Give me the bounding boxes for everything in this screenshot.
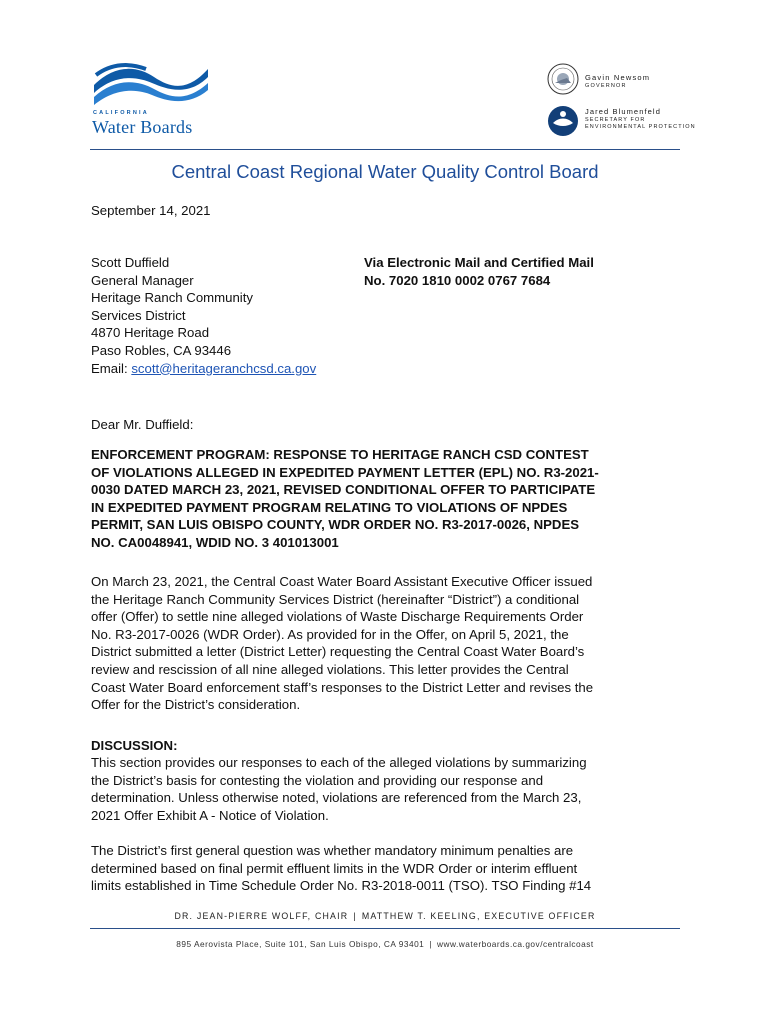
governor-name: Gavin Newsom — [585, 73, 651, 82]
logo-state-text: CALIFORNIA — [93, 110, 149, 116]
certified-mail-number: No. 7020 1810 0002 0767 7684 — [364, 272, 551, 288]
email-label: Email: — [91, 360, 128, 376]
email-link[interactable]: scott@heritageranchcsd.ca.gov — [131, 360, 317, 376]
subject-line: PERMIT, SAN LUIS OBISPO COUNTY, WDR ORDER NO. R3-2017-0026, NPDES — [91, 517, 580, 533]
discussion-heading: DISCUSSION: — [91, 738, 178, 753]
delivery-line: Via Electronic Mail and Certified Mail — [364, 255, 594, 270]
logo-wordmark: Water Boards — [92, 117, 193, 137]
california-seal-icon — [547, 63, 579, 95]
secretary-title-line2: ENVIRONMENTAL PROTECTION — [585, 124, 696, 130]
recipient-address — [91, 254, 361, 377]
footer-chair: DR. JEAN-PIERRE WOLFF, CHAIR — [174, 911, 349, 921]
paragraph-line: This section provides our responses to each of the alleged violations by summarizing — [91, 755, 587, 770]
paragraph-discussion — [91, 754, 681, 824]
calepa-logo-icon — [547, 105, 579, 137]
paragraph-general-question — [91, 842, 681, 895]
paragraph-line: offer (Offer) to settle nine alleged violations of Waste Discharge Requirements Order — [91, 609, 584, 625]
footer-executive-officer: MATTHEW T. KEELING, EXECUTIVE OFFICER — [361, 911, 596, 921]
board-name-heading: Central Coast Regional Water Quality Control Board — [171, 161, 599, 182]
footer-contact — [90, 939, 680, 949]
footer-separator: | — [429, 939, 432, 949]
recipient-email-line — [91, 360, 361, 378]
paragraph-line: the Heritage Ranch Community Services District (hereinafter “District”) a conditional — [91, 591, 580, 607]
recipient-line: Scott Duffield — [91, 255, 170, 270]
paragraph-line: limits established in Time Schedule Order No. R3-2018-0011 (TSO). TSO Finding #14 — [91, 878, 592, 894]
subject-line: ENFORCEMENT PROGRAM: RESPONSE TO HERITAGE RANCH CSD CONTEST — [91, 447, 589, 462]
header-divider — [90, 149, 680, 150]
footer-officers — [90, 911, 680, 921]
paragraph-line: 2021 Offer Exhibit A - Notice of Violation. — [91, 807, 329, 823]
paragraph-line: On March 23, 2021, the Central Coast Water Board Assistant Executive Officer issued — [91, 574, 593, 589]
footer-divider — [90, 928, 680, 929]
secretary-title-line1: SECRETARY FOR — [585, 117, 646, 123]
footer-address: 895 Aerovista Place, Suite 101, San Luis Obispo, CA 93401 — [176, 939, 425, 949]
governor-title: GOVERNOR — [585, 83, 627, 89]
footer-website-link[interactable]: www.waterboards.ca.gov/centralcoast — [436, 939, 594, 949]
paragraph-line: Coast Water Board enforcement staff’s responses to the District Letter and revises the — [91, 679, 594, 695]
subject-line: OF VIOLATIONS ALLEGED IN EXPEDITED PAYMENT LETTER (EPL) NO. R3-2021- — [91, 464, 599, 480]
subject-line: 0030 DATED MARCH 23, 2021, REVISED CONDITIONAL OFFER TO PARTICIPATE — [91, 482, 596, 498]
subject-line: IN EXPEDITED PAYMENT PROGRAM RELATING TO VIOLATIONS OF NPDES — [91, 499, 568, 515]
subject-heading — [91, 446, 681, 552]
footer-separator: | — [353, 911, 357, 921]
paragraph-intro — [91, 573, 681, 714]
recipient-line: Services District — [91, 307, 186, 323]
recipient-line: General Manager — [91, 272, 194, 288]
paragraph-line: the District’s basis for contesting the violation and providing our response and — [91, 772, 544, 788]
delivery-method — [364, 254, 594, 289]
paragraph-line: determination. Unless otherwise noted, violations are referenced from the March 23, — [91, 790, 582, 806]
recipient-line: Paso Robles, CA 93446 — [91, 342, 232, 358]
recipient-line: Heritage Ranch Community — [91, 290, 253, 306]
salutation: Dear Mr. Duffield: — [91, 417, 194, 432]
water-boards-wave-logo-icon — [92, 63, 212, 109]
subject-line: NO. CA0048941, WDID NO. 3 401013001 — [91, 534, 339, 550]
paragraph-line: No. R3-2017-0026 (WDR Order). As provided for in the Offer, on April 5, 2021, the — [91, 626, 569, 642]
secretary-name: Jared Blumenfeld — [585, 107, 661, 116]
paragraph-line: Offer for the District’s consideration. — [91, 697, 301, 713]
paragraph-line: determined based on final permit effluent limits in the WDR Order or interim effluent — [91, 860, 578, 876]
paragraph-line: review and rescission of all nine alleged violations. This letter provides the Central — [91, 661, 569, 677]
letter-date: September 14, 2021 — [91, 203, 211, 218]
recipient-line: 4870 Heritage Road — [91, 325, 210, 341]
paragraph-line: The District’s first general question was whether mandatory minimum penalties are — [91, 843, 574, 858]
paragraph-line: District submitted a letter (District Letter) requesting the Central Coast Water Board’s — [91, 644, 585, 660]
